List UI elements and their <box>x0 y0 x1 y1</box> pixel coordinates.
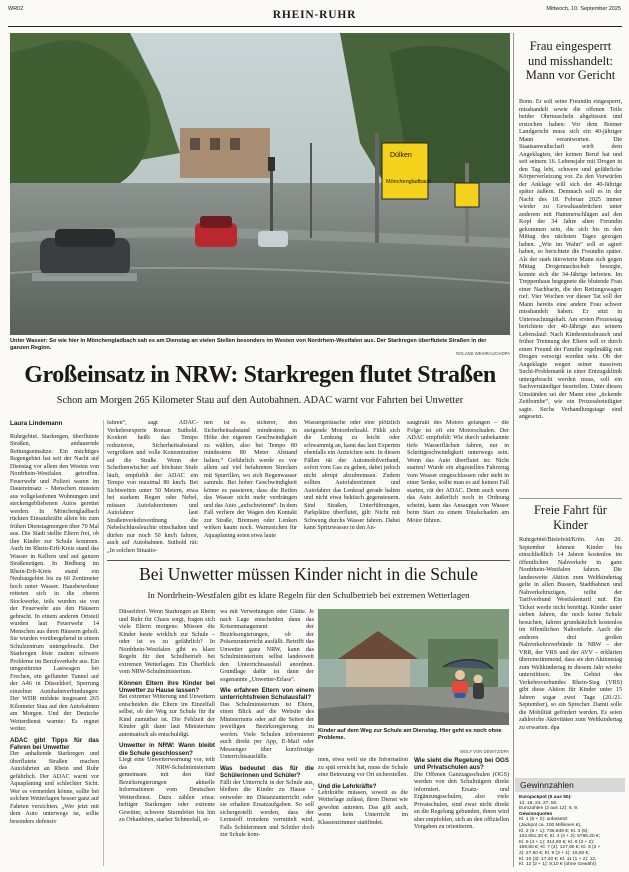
lotto-line: 102.691,30 €; Kl. 4 (4 + 2): 5796,20 €; <box>519 834 600 840</box>
lotto-line: 14, 18, 24, 27, 50. <box>519 800 558 806</box>
right-top-body <box>519 99 622 492</box>
school-col-2-text-c: Fällt der Unterricht in der Schule aus, bleiben die Kinder zu Hause – entweder im Distanzunterricht oder sie erhalten Ersatzaufgaben. So soll sichergestellt werden, dass der Lernstoff trotzdem vermittelt wird. Falls Schülerinnen und Schüler doch zur Schule kom- <box>220 779 314 839</box>
lotto-line: Eurozahlen (2 aus 12): 8, 9. <box>519 806 579 812</box>
school-col-3 <box>318 757 408 867</box>
school-subheadline: In Nordrhein-Westfalen gibt es klare Regeln für den Schulbetrieb bei extremen Wetterlagen <box>147 590 470 600</box>
main-photo-credit: ROLAND WEIHRAUCH/DPA <box>456 351 510 356</box>
sidebar-rule <box>513 33 514 867</box>
main-col-3 <box>204 420 297 558</box>
lotto-line: 2): 27,50 €; Kl. 9 (3 + 1): 19,50 €; <box>519 850 590 856</box>
school-col-2 <box>220 609 314 867</box>
lotto-line: Gewinnquoten <box>519 811 553 817</box>
main-col-4-text: Wassergeräusche oder eine plötzlich steigende Motordrehzahl. Fühlt sich die Lenkung zu leicht oder schwammig an, kann das laut Experten ebenfalls ein Anzeichen sein. In diesen Fällen rät der Automobilverband, sofort vom Gas zu gehen, dabei jedoch nicht abrupt abzubremsen. Zudem sollten Autofahrerinnen und Autofahrer das Lenkrad gerade halten und nicht etwa hektisch gegensteuern. Sind Straßen, Unterführungen, Parkplätze überflutet, gilt: Nicht mit Schwung durchs Wasser fahren. Dabei kann Spritzwasser in den An- <box>304 420 400 531</box>
school-col-4-subhead: Wie sieht die Regelung bei OGS und Privatschulen aus? <box>414 757 509 772</box>
lotto-line: Kl. 1 (5 + 2): unbesetzt <box>519 817 568 823</box>
school-col-3-subhead: Und die Lehrkräfte? <box>318 782 377 790</box>
lotto-heading: Gewinnzahlen <box>515 778 625 792</box>
main-subheadline: Schon am Morgen 265 Kilometer Stau auf den Autobahnen. ADAC warnt vor Fahrten bei Unwetter <box>56 395 464 406</box>
school-col-2-text: wa mit Verwehungen oder Glätte. Je nach Lage entscheiden dann das Krisenmanagement der Bezirksregierungen, ob der Präsenzunterricht ausfällt. Betrifft das Unwetter ganz NRW, kann das Schulministerium selbst landesweit den Unterrichtsausfall anordnen. Grundlage dafür ist dann der sogenannte „Unwetter-Erlass“. <box>220 609 314 683</box>
road-sign-text-1: Dülken <box>390 152 412 159</box>
school-col-4 <box>414 757 509 867</box>
main-col-2 <box>107 420 198 558</box>
school-col-1-text: Düsseldorf. Wenn Starkregen an Rhein und Ruhr für Chaos sorgt, fragen sich viele Eltern morgens: Müssen die Kinder heute wirklich zur Schule – oder ist es zu gefährlich? In Nordrhein-Westfalen gibt es klare Regeln für den Schulbetrieb bei extremen Wetterlagen. Ein Überblick vom NRW-Schulministerium. <box>119 609 215 675</box>
header-rule <box>8 26 622 27</box>
school-col-1-subhead-1: Können Eltern ihre Kinder bei Unwetter zu Hause lassen? <box>119 679 215 694</box>
right-top-text: Bonn. Er soll seine Freundin eingesperrt, misshandelt sowie die offenen Teile beider Ohrmuscheln abgebissen und erstochen haben: Vor dem Bonner Landgericht muss sich ein 40-jähriger Mann verantworten. Die Staatsanwaltschaft wirft dem Angeklagten, der keinen Beruf hat und seit seinem 16. Lebensjahr mit Drogen in den Tag lebt, schwere und gefährliche Körperverletzung vor. Zu den Vorwürfen der Anklage will sich der 40-Jährige später äußern. Demnach soll es in der Nacht des 18. Februar 2025 immer wieder zu Gewaltausbrüchen unter anderem mit Hammerschlägen auf den Kopf der 34 Jahre alten Freundin gekommen sein, die sich bis in den Mittag des nächsten Tages gezogen haben. „Wie im Wahn“ soll er agiert haben, so berichtete die Freundin später. Als der stark tätowierte Mann sich gegen Mittag Drogennachschub besorgte, konnte sich die 34-Jährige befreien. Im Treppenhaus begegnete die blutende Frau einer Nachbarin, die den Rettungswagen rief. Vier Wochen vor dieser Tat soll der Mann bereits eine andere Frau schwer misshandelt haben. Er sitzt in Untersuchungshaft. Am ersten Prozesstag berichtete der 40-Jährige aus seinem Lebenslauf: Nach Kindesmissbrauch und früher Trennung der Eltern soll er durch einen Freund der Familie regelmäßig mit Drogen versorgt worden sein. Ob der Angeklagte wegen seiner massiven Sucht-Problematik in einer Entzugsklinik untergebracht werden muss, soll ein Sachverständiger beurteilen. Unter diesen Umständen sei der Mann eine „tickende Zeitbombe“, wie ein Prozessbeteiligter sagte. Sechs Verhandlungstage sind angesetzt. <box>519 99 622 420</box>
main-col-5-text: saugtrakt des Motors gelangen – die Folge ist oft ein Motorschaden. Der ADAC empfiehlt: Wie durch unbekannte tiefe Wasserflächen fahren, nur in Schrittgeschwindigkeit unterwegs sein. Wenn das Auto überflutet ist: Nicht starten! Wurde ein abgestelltes Fahrzeug vom Wasser eingeschlossen oder steht in einer Senke, sollte man es auf keinen Fall starten, rät der ADAC. Denn auch wenn das Auto äußerlich noch in Ordnung scheint, kann das Ansaugen von Wasser beim Start zu einem Totalschaden am Motor führen. <box>407 420 509 524</box>
article-divider <box>107 560 510 561</box>
lotto-box <box>519 795 623 869</box>
lotto-line: (Jackpot ca. 100 Millionen €), <box>519 822 582 828</box>
author: Laura Lindemann <box>10 420 63 427</box>
school-col-1 <box>119 609 215 867</box>
school-col-1-text-b: Bei extremer Witterung und Unwettern entscheiden die Eltern im Einzelfall selbst, ob der Weg zur Schule für ihr Kind zumutbar ist. Die Fehlzeit der Kinder gilt dann laut Ministerium automatisch als entschuldigt. <box>119 694 215 738</box>
school-col-1-subhead-2: Unwetter in NRW: Wann bleibt die Schule geschlossen? <box>119 742 215 757</box>
right-divider-1 <box>519 498 622 499</box>
main-col-1-text-b: Der anhaltende Starkregen und überflutete Straßen machen Autofahrten an Rhein und Ruhr gefährlich. Der ADAC warnt vor Aquaplaning und schlechter Sicht. Wer es vermeiden könne, sollte bei solchen Wetterlagen besser ganz auf Fahrten verzichten. „Wer jetzt mit dem Auto unterwegs ist, sollte besonders defensiv <box>10 751 99 825</box>
lotto-line: Kl. 12 (2 + 1): 9,10 € (ohne Gewähr) <box>519 862 596 868</box>
school-headline: Bei Unwetter müssen Kinder nicht in die Schule <box>139 564 478 584</box>
main-col-4 <box>304 420 400 558</box>
lotto-line: Eurojackpot (5 aus 50): <box>519 795 572 800</box>
right-top-headline: Frau eingesperrt und misshandelt: Mann vor Gericht <box>525 39 616 83</box>
right-mid-headline: Freie Fahrt für Kinder <box>534 503 607 532</box>
main-col-1-subhead: ADAC gibt Tipps für das Fahren bei Unwetter <box>10 736 99 751</box>
lotto-line: 169,50 €; Kl. 7 (4): 127,90 €; Kl. 8 (2 + <box>519 845 601 851</box>
right-mid-body <box>519 537 622 775</box>
main-headline: Großeinsatz in NRW: Starkregen flutet Straßen <box>24 362 496 388</box>
lotto-line: Kl. 5 (4 + 1): 314,60 €; Kl. 6 (3 + 2): <box>519 839 595 845</box>
school-col-2-subhead-2: Was bedeutet das für die Schülerinnen und Schüler? <box>220 764 314 780</box>
header-date: Mittwoch, 10. September 2025 <box>546 6 621 12</box>
flood-street-illustration <box>10 33 510 335</box>
flood-photo <box>10 33 510 335</box>
main-col-1 <box>10 420 99 866</box>
lotto-line: Kl. 10 (3): 17,40 €; Kl. 11 (1 + 2): 12, <box>519 856 597 862</box>
school-photo <box>318 609 509 725</box>
road-sign-text-2: Mönchengladbach <box>386 179 431 185</box>
main-col-1-text: Ruhrgebiet. Starkregen, überflutete Straßen, andauernde Rettungseinsätze: Ein mächtiges Regengebiet hat seit der Nacht auf Dienstag vor allem den Westen von Nordrhein-Westfalen getroffen. Feuerwehr und Polizei waren im Dauereinsatz – Menschen mussten aus vollgelaufenen Wohnungen und steckengebliebenen Autos gerettet werden. In Mönchengladbach rückten Einsatzkräfte allein bis zum frühen Dienstagmorgen über 70 Mal aus. Die Stadt stellte Eltern frei, ob ihre Kinder zur Schule kommen. Auch im Rhein-Erft-Kreis stand das Wasser in Kellern und auf ganzen Straßenzügen. In Bedburg im Rhein-Erft-Kreis stand ein Neubaugebiet bis zu 60 Zentimeter hoch unter Wasser. Hausbewohner retteten sich in die oberen Stockwerke, teils wurden sie von der Feuerwehr aus den Häusern gebracht. In einem anderen Ortsteil wurden laut Feuerwehr 14 Menschen aus ihren Häusern geholt. Sie wurden vorübergehend in einem Schulzentrum untergebracht. Der Starkregen löste zudem schwere Probleme im Berufsverkehr aus. Ein umgestürzter Lastwagen bei Frechen, ein gefluteter Tunnel auf der A46 in Düsseldorf, Sperrung einzelner Autobahnverbindungen: Der WDR meldete insgesamt 265 Kilometer Stau auf den Autobahnen am Morgen. Und der Deutsche Wetterdienst warnte: Es regnet weiter. <box>10 433 99 732</box>
school-col-2-text-b: Das Schulministerium ist Eltern, einen Blick auf die Website des Ministeriums oder auf die Seiten der jeweiligen Bezirksregierung zu werfen. Viele Schulen informieren auch direkt per App, E-Mail oder Messenger über kurzfristige Unterrichtsausfälle. <box>220 701 314 761</box>
right-mid-text: Ruhrgebiet/Bielefeld/Köln. Am 20. September können Kinder bis einschließlich 14 Jahren kostenlos im öffentlichen Nahverkehr in ganz Nordrhein-Westfalen fahren. Die landesweite Aktion zum Weltkindertag gelte in allen Bussen, Stadtbahnen und Nahverkehrszügen, teilte der Tarifverbund Westfalentarif mit. Ein Ticket werde nicht benötigt. Kinder unter sieben Jahren, die noch keine Schule besuchen, fahren grundsätzlich kostenlos im öffentlichen Nahverkehr. Auch die anderen drei großen Nahverkehrsverbünde in NRW – der VRR, der VRS und der AVV – erklärten übereinstimmend, dass sie den Aktionstag zum Weltkindertag in diesem Jahr wieder unterstützen. Im Gebiet des Verkehrsverbundes Rhein-Sieg (VRS) gibt diese Aktion für Kinder unter 15 Jahren sogar zwei Tage (20./21. September), so ein Sprecher. Damit solle die Mobilität gefördert werden. Es seien zahlreiche Aktivitäten zum Weltkindertag zu erwarten. dpa <box>519 537 622 731</box>
school-photo-credit: WOLF VON DEWITZ/DPA <box>459 749 509 754</box>
main-col-3-text: nen ist es sicherer, den Sicherheitsabstand mindestens in Höhe der eigenen Geschwindigkeit zu wählen, also bei Tempo 80 mindestens 80 Meter Abstand halten.“ Gefährlich werde es vor allem auf viel befahrenen Strecken mit Spurrillen, wo sich Regenwasser sammle. Bei hoher Geschwindigkeit könne es passieren, dass die Reifen das Wasser nicht mehr verdrängen und das Auto „aufschwimmt“. In dem Fall verliere der Wagen den Kontakt zur Straße, Bremsen oder Lenken wirken kaum noch. Warnzeichen für Aquaplaning seien etwa laute <box>204 420 297 539</box>
lotto-line: Kl. 2 (5 + 1): 736.848 €; Kl. 3 (5): <box>519 828 589 834</box>
col-rule <box>103 420 104 866</box>
main-col-2-text: fahren“, sagt ADAC-Verkehrsexperte Roman Suthold. Konkret heißt das: Tempo reduzieren, Sicherheitsabstand vergrößern und volle Konzentration auf die Straße. Wenn der Scheibenwischer auf höchster Stufe läuft, empfiehlt der ADAC ein Tempo von maximal 80 km/h. Bei Sichtweiten unter 50 Metern, etwa bei starkem Regen oder Nebel, müssen Autofahrerinnen und Autofahrer laut Straßenverkehrsordnung die Nebelschlussleuchte einschalten und dürfen nur noch 50 km/h fahren, auch auf Autobahnen. Suthold rät: „In solchen Situatio- <box>107 420 198 554</box>
school-col-1-text-c: Liegt eine Unwetterwarnung vor, teilt das NRW-Schulministerium gemeinsam mit den fünf Bezirksregierungen aktuelle Informationen vom Deutschen Wetterdienst. Dazu zählen etwa: heftiger Starkregen oder extreme Gewitter, schwere Sturmböen bis hin zu Orkanböen, starker Schneefall, et- <box>119 757 215 824</box>
children-walking-illustration <box>318 609 509 725</box>
school-col-2-subhead-1: Wie erfahren Eltern von einem unterrichtsfreien Schulausfall? <box>220 687 314 702</box>
main-col-5 <box>407 420 509 558</box>
school-photo-caption: Kinder auf dem Weg zur Schule am Dienstag. Hier geht es noch ohne Probleme. <box>318 728 502 741</box>
section-title: RHEIN-RUHR <box>272 9 357 21</box>
school-col-4-text: Die Offenen Ganztagsschulen (OGS) werden von den Schulträgern direkt informiert. Ersatz- und Ergänzungsschulen, also viele Privatschulen, sind zwar nicht direkt an die Regelung gebunden, ihnen wird aber empfohlen, sich an den offiziellen Vorgaben zu orientieren. <box>414 771 509 831</box>
page-code: WR02 <box>8 6 24 12</box>
school-col-3-text: men, etwa weil sie die Information zu spät erreicht hat, muss die Schule eine Betreuung vor Ort sicherstellen. <box>318 757 408 778</box>
main-photo-caption: Unter Wasser: So wie hier in Mönchengladbach sah es am Dienstag an vielen Stellen besonders im Westen von Nordrhein-Westfalen aus. Der Starkregen überflutete Straßen in der ganzen Region. <box>10 338 487 351</box>
school-col-3-text-b: Lehrkräfte müssen, soweit es die Wetterlage zulässt, ihren Dienst wie gewohnt antreten. Das gilt auch, wenn kein Unterricht im Klassenzimmer stattfindet. <box>318 789 408 826</box>
